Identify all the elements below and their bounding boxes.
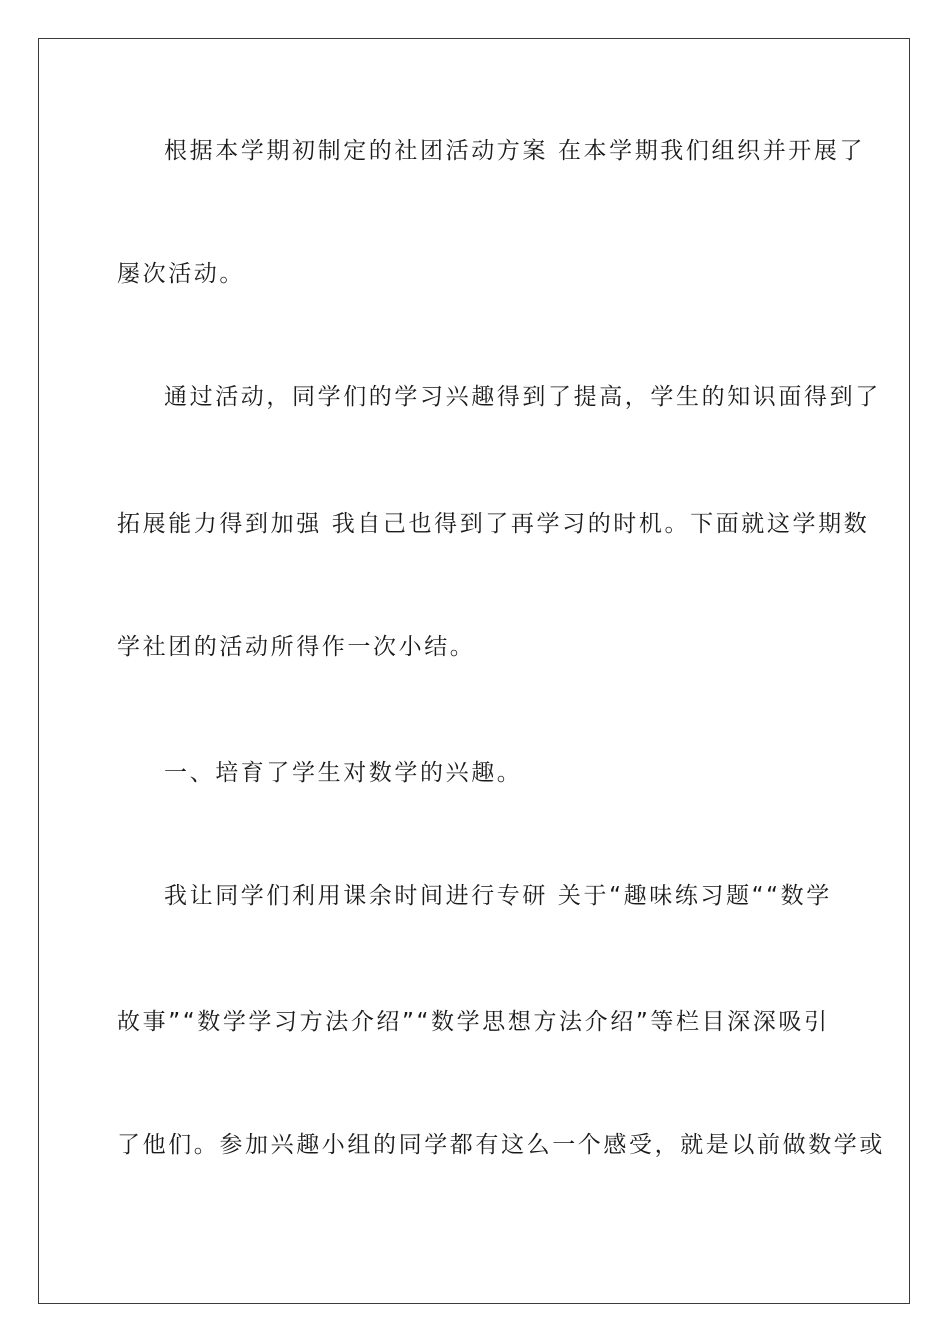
paragraph-2-line-3: 学社团的活动所得作一次小结。 — [117, 634, 476, 660]
section-heading-1: 一、培育了学生对数学的兴趣。 — [164, 760, 523, 786]
paragraph-3-line-2: 故事”“数学学习方法介绍”“数学思想方法介绍”等栏目深深吸引 — [117, 1009, 830, 1035]
paragraph-2-line-1: 通过活动，同学们的学习兴趣得到了提高，学生的知识面得到了 — [164, 384, 881, 410]
paragraph-1-line-2: 屡次活动。 — [117, 261, 245, 287]
paragraph-1-line-1: 根据本学期初制定的社团活动方案 在本学期我们组织并开展了 — [164, 138, 866, 164]
paragraph-2-line-2: 拓展能力得到加强 我自己也得到了再学习的时机。下面就这学期数 — [117, 511, 870, 537]
paragraph-3-line-3: 了他们。参加兴趣小组的同学都有这么一个感受，就是以前做数学或 — [117, 1132, 885, 1158]
paragraph-3-line-1: 我让同学们利用课余时间进行专研 关于“趣味练习题““数学 — [164, 883, 832, 909]
page-border — [38, 38, 910, 1304]
